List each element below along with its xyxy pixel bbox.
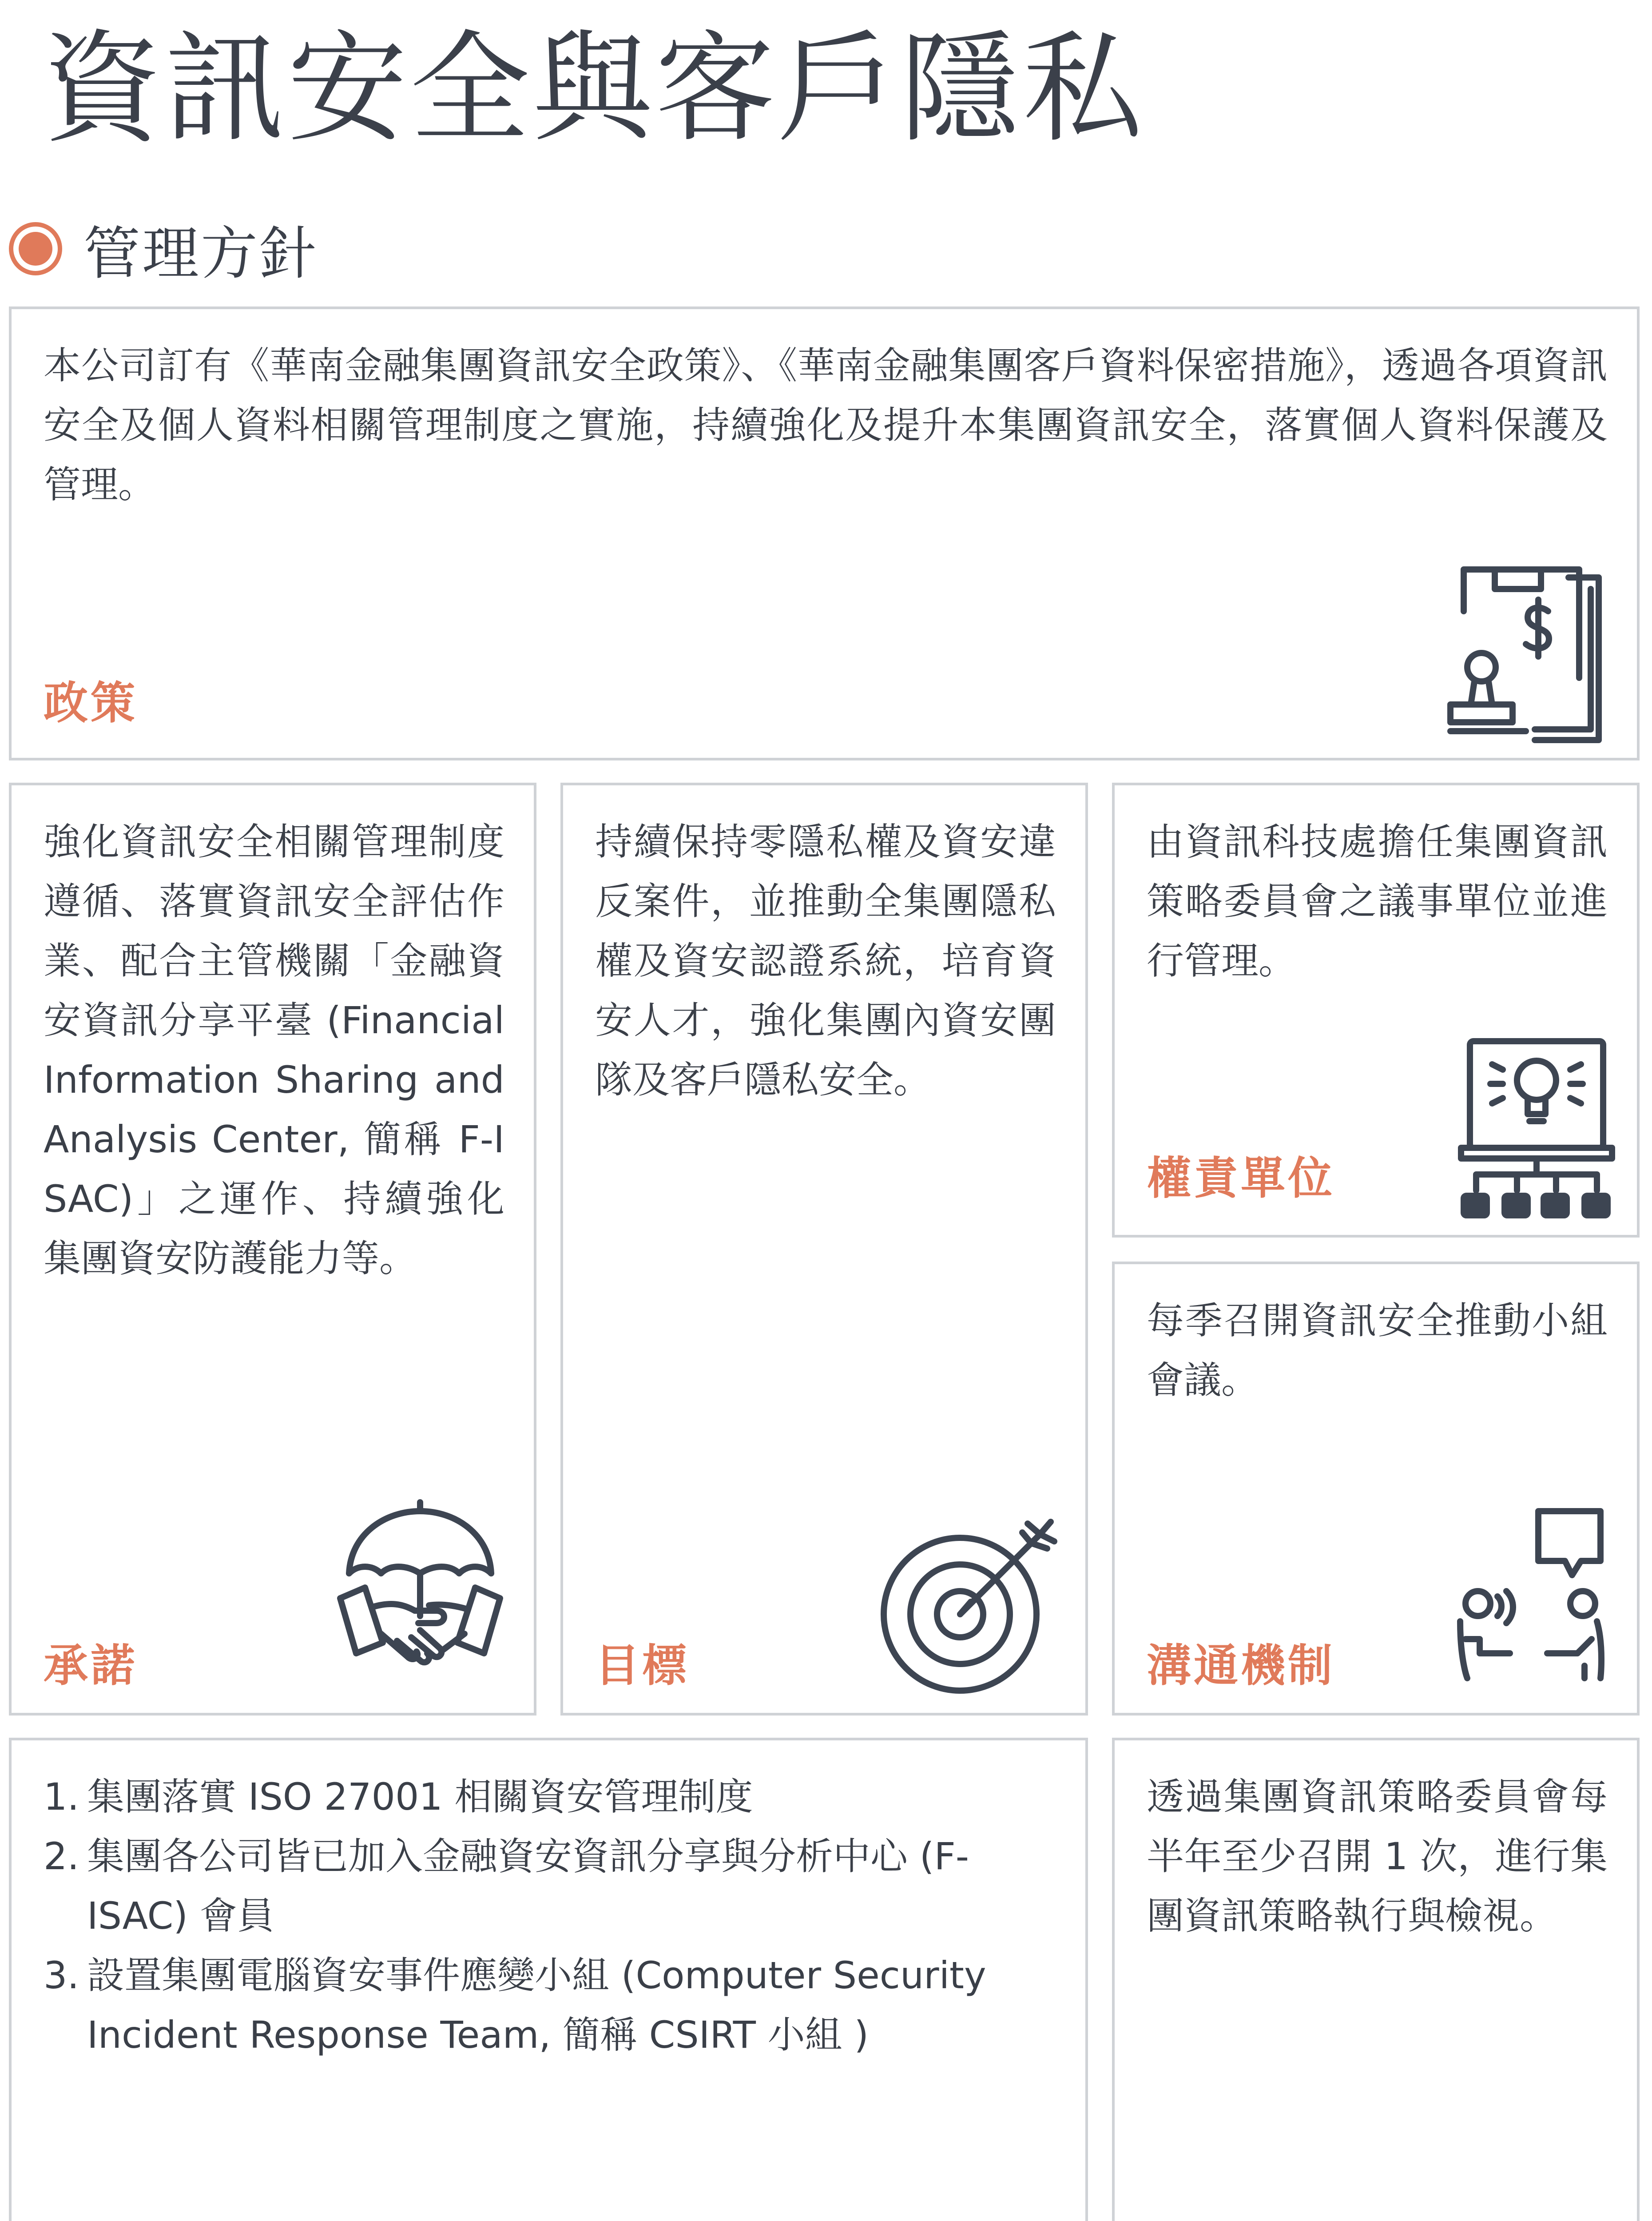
page-title: 資訊安全與客戶隱私: [42, 19, 1145, 159]
communication-label: 溝通機制: [1147, 1640, 1335, 1692]
commitment-label: 承諾: [44, 1640, 138, 1692]
communication-text: 每季召開資訊安全推動小組會議。: [1147, 1299, 1608, 1402]
action-item-text: 集團各公司皆已加入金融資安資訊分享與分析中心 (F-ISAC) 會員: [87, 1835, 969, 1938]
review-card: [1112, 1738, 1640, 2221]
section-heading-text: 管理方針: [83, 221, 318, 287]
target-label: 目標: [595, 1640, 689, 1692]
action-item-number: 2.: [44, 1835, 79, 1878]
responsibility-text: 由資訊科技處擔任集團資訊策略委員會之議事單位並進行管理。: [1147, 820, 1608, 983]
radio-bullet-icon: [9, 222, 62, 275]
responsibility-card: [1112, 783, 1640, 1238]
actions-card: [9, 1738, 1088, 2221]
action-item-number: 1.: [44, 1775, 79, 1819]
section-heading: [9, 209, 318, 289]
target-arrow-icon: [878, 1509, 1065, 1696]
commitment-card: [9, 783, 536, 1716]
action-item-text: 設置集團電腦資安事件應變小組 (Computer Security Incident Response Team, 簡稱 CSIRT 小組 ): [87, 1954, 986, 2057]
conversation-icon: [1448, 1504, 1612, 1691]
commitment-text: 強化資訊安全相關管理制度遵循、落實資訊安全評估作業、配合主管機關「金融資安資訊分享平臺 (Financial Information Sharing and Analysis Center, 簡稱 F-ISAC)」之運作、持續強化集團資安防護能力等。: [44, 820, 504, 1280]
action-item: [44, 1946, 1059, 2065]
action-item: [44, 1767, 1059, 1827]
communication-card: [1112, 1262, 1640, 1716]
lightbulb-team-icon: [1457, 1034, 1616, 1221]
review-text: 透過集團資訊策略委員會每半年至少召開 1 次，進行集團資訊策略執行與檢視。: [1147, 1775, 1608, 1938]
policy-card: [9, 306, 1640, 760]
action-item-text: 集團落實 ISO 27001 相關資安管理制度: [87, 1775, 753, 1819]
action-list: [44, 1767, 1059, 2065]
action-item-number: 3.: [44, 1954, 79, 1997]
action-item: [44, 1827, 1059, 1946]
target-text: 持續保持零隱私權及資安違反案件，並推動全集團隱私權及資安認證系統，培育資安人才，強化集團內資安團隊及客戶隱私安全。: [595, 820, 1056, 1102]
target-card: [560, 783, 1088, 1716]
policy-text: 本公司訂有《華南金融集團資訊安全政策》、《華南金融集團客戶資料保密措施》，透過各項資訊安全及個人資料相關管理制度之實施，持續強化及提升本集團資訊安全，落實個人資料保護及管理。: [44, 344, 1608, 506]
policy-label: 政策: [44, 677, 138, 729]
responsibility-label: 權責單位: [1147, 1152, 1335, 1204]
policy-document-stamp-icon: [1446, 562, 1606, 744]
umbrella-handshake-icon: [322, 1492, 518, 1687]
